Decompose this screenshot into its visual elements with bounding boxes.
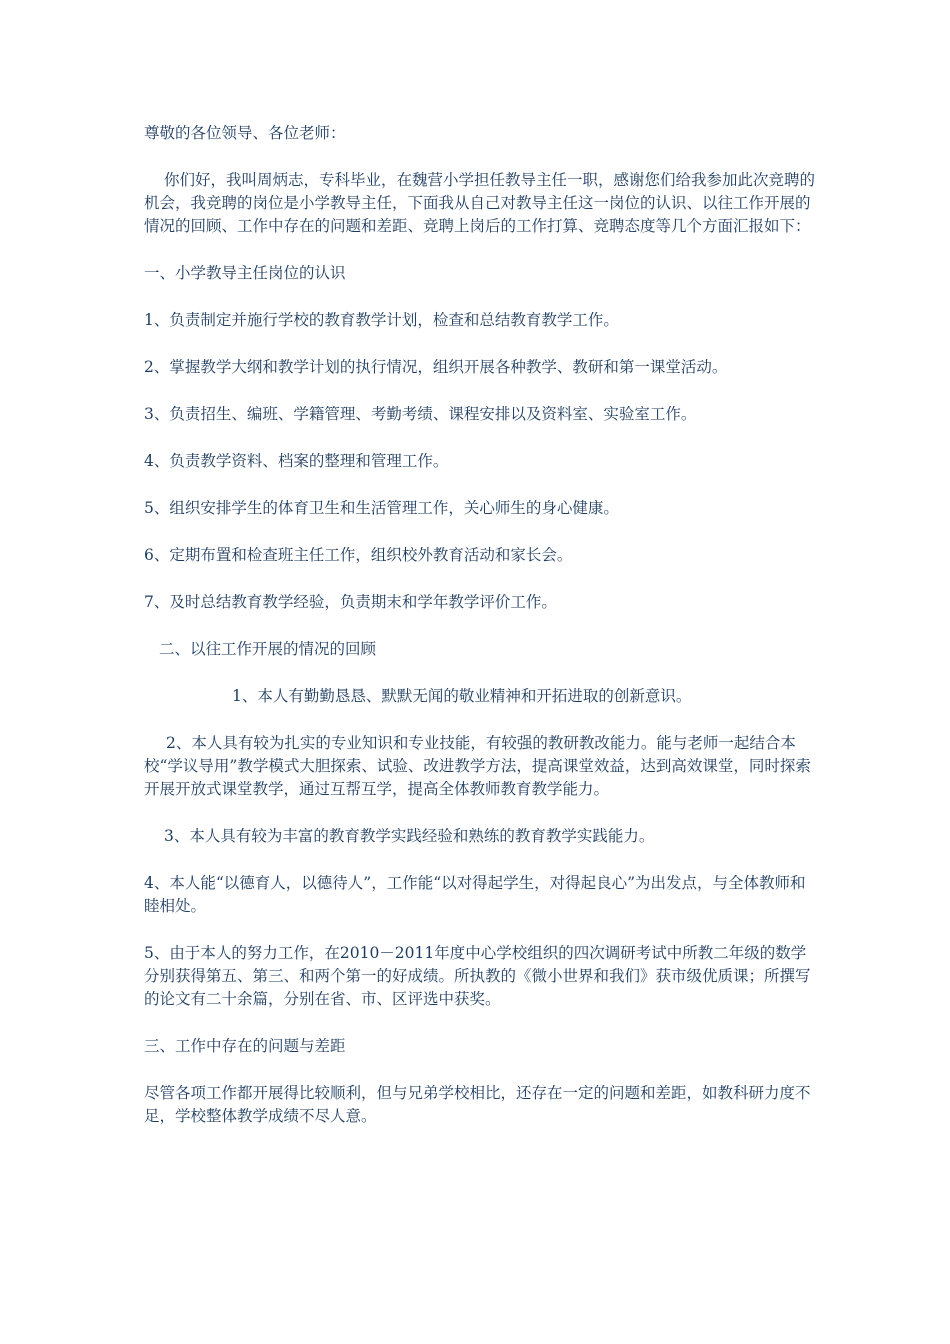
greeting: 尊敬的各位领导、各位老师： [144, 124, 346, 142]
section1-item-4: 4、负责教学资料、档案的整理和管理工作。 [144, 452, 449, 470]
section2-item-3: 3、本人具有较为丰富的教育教学实践经验和熟练的教育教学实践能力。 [164, 827, 655, 845]
section1-item-1: 1、负责制定并施行学校的教育教学计划，检查和总结教育教学工作。 [144, 311, 619, 329]
section1-item-3: 3、负责招生、编班、学籍管理、考勤考绩、课程安排以及资料室、实验室工作。 [144, 405, 697, 423]
section2-item-2: 2、本人具有较为扎实的专业知识和专业技能，有较强的教研教改能力。能与老师一起结合本校“学议导用”教学模式大胆探索、试验、改进教学方法，提高课堂效益，达到高效课堂，同时探索开展开放式课堂教学，通过互帮互学，提高全体教师教育教学能力。 [144, 734, 811, 798]
section2-item-1: 1、本人有勤勤恳恳、默默无闻的敬业精神和开拓进取的创新意识。 [232, 687, 692, 705]
section1-item-7: 7、及时总结教育教学经验，负责期末和学年教学评价工作。 [144, 593, 557, 611]
section1-heading: 一、小学教导主任岗位的认识 [144, 264, 346, 282]
section1-item-5: 5、组织安排学生的体育卫生和生活管理工作，关心师生的身心健康。 [144, 499, 619, 517]
section2-heading: 二、以往工作开展的情况的回顾 [159, 640, 377, 658]
intro-paragraph: 你们好，我叫周炳志，专科毕业，在魏营小学担任教导主任一职，感谢您们给我参加此次竞聘的机会，我竞聘的岗位是小学教导主任，下面我从自己对教导主任这一岗位的认识、以往工作开展的情况的回顾、工作中存在的问题和差距、竞聘上岗后的工作打算、竞聘态度等几个方面汇报如下： [144, 171, 816, 235]
section2-item-5: 5、由于本人的努力工作，在2010－2011年度中心学校组织的四次调研考试中所教二年级的数学分别获得第五、第三、和两个第一的好成绩。所执教的《微小世界和我们》获市级优质课；所撰写的论文有二十余篇，分别在省、市、区评选中获奖。 [144, 944, 811, 1008]
section3-heading: 三、工作中存在的问题与差距 [144, 1037, 346, 1055]
section1-item-2: 2、掌握教学大纲和教学计划的执行情况，组织开展各种教学、教研和第一课堂活动。 [144, 358, 728, 376]
section2-item-4: 4、本人能“以德育人，以德待人”，工作能“以对得起学生，对得起良心”为出发点，与全体教师和睦相处。 [144, 874, 806, 915]
section1-item-6: 6、定期布置和检查班主任工作，组织校外教育活动和家长会。 [144, 546, 573, 564]
section3-body: 尽管各项工作都开展得比较顺利，但与兄弟学校相比，还存在一定的问题和差距，如教科研力度不足，学校整体教学成绩不尽人意。 [144, 1084, 811, 1125]
document-body [144, 122, 816, 1152]
